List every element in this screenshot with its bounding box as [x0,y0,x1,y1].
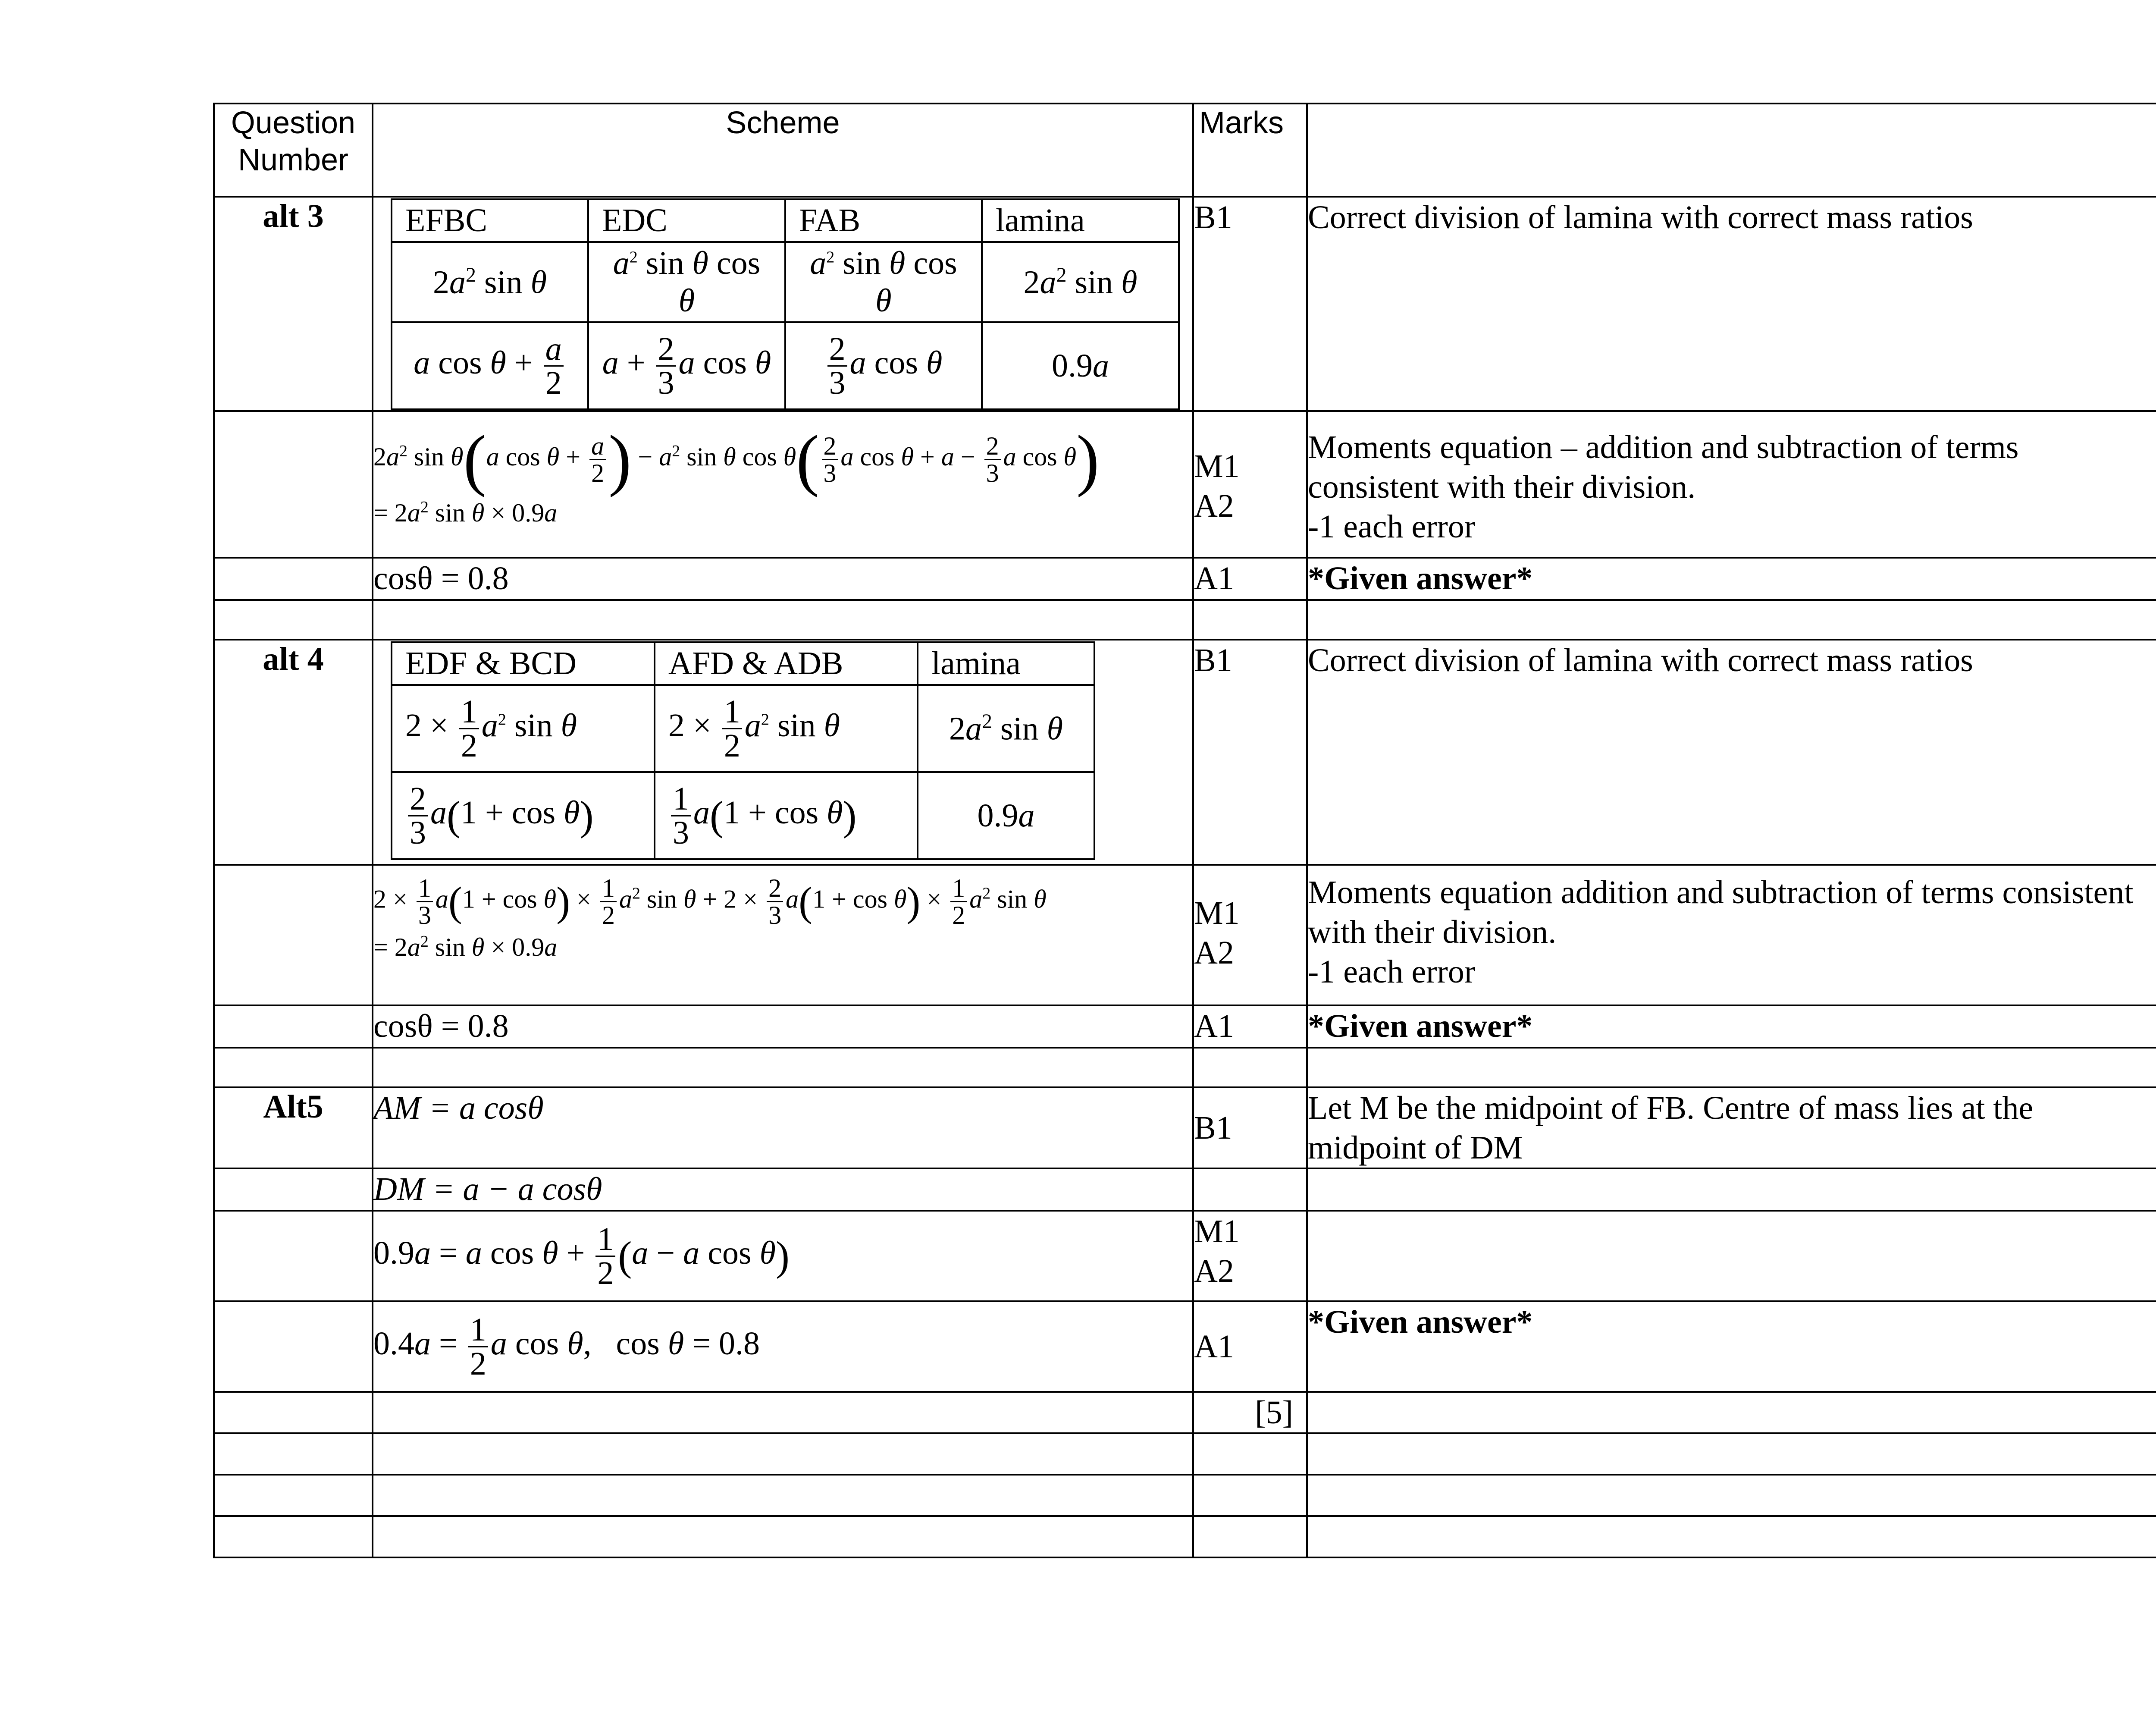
alt5-final-equation: 0.4a = $\frac{1}{2}$ a cos θ, cos θ = 0.8 [373,1301,1193,1392]
alt3-division-row [214,197,2156,411]
alt5-final-row [214,1301,2156,1392]
alt5-am-row [214,1087,2156,1168]
alt4-col-edf-bcd: EDF & BCD [392,642,655,685]
header-row [214,104,2156,197]
alt5-mark-m1: M1 [1194,1213,1240,1250]
alt4-division-row [214,640,2156,865]
mark-scheme-page [213,103,2156,1558]
alt3-col-efbc: EFBC [392,199,588,242]
alt4-col-lamina: lamina [918,642,1094,685]
alt4-mass-edf-bcd: 2 × $\frac{1}{2}$ $a^2$ sin θ [392,685,655,772]
alt3-label: alt 3 [214,197,373,411]
mark-scheme-table [213,103,2156,1558]
alt4-mark-a2: A2 [1194,935,1234,971]
alt5-am: AM = a cosθ [373,1087,1193,1168]
alt3-mass-edc: $a^2$ sin θ cos θ [588,242,785,322]
alt4-col-afd-adb: AFD & ADB [655,642,918,685]
alt3-mark-a2: A2 [1194,488,1234,524]
blank-row [214,1516,2156,1557]
alt3-mark-b1: B1 [1193,197,1307,411]
alt3-marks-m1a2 [1193,411,1307,558]
alt3-result-row [214,558,2156,600]
alt4-result: cosθ = 0.8 [373,1005,1193,1048]
alt5-mark-a2: A2 [1194,1253,1234,1289]
alt3-dist-efbc: a cos θ + $\frac{a}{2}$ [392,322,588,409]
alt5-note-b1: Let M be the midpoint of FB. Centre of mass lies at the midpoint of DM [1307,1087,2156,1168]
alt5-equation-row [214,1211,2156,1301]
marks-header: Marks [1193,104,1307,197]
alt4-mass-afd-adb: 2 × $\frac{1}{2}$ $a^2$ sin θ [655,685,918,772]
blank-row [214,1475,2156,1516]
alt4-mark-b1: B1 [1193,640,1307,865]
alt3-moments-row [214,411,2156,558]
alt4-label: alt 4 [214,640,373,865]
alt3-mass-fab: $a^2$ sin θ cos θ [785,242,982,322]
alt4-mark-a1: A1 [1193,1005,1307,1048]
alt3-mass-lamina: $2a^2$ sin θ [982,242,1179,322]
alt3-col-lamina: lamina [982,199,1179,242]
alt3-col-edc: EDC [588,199,785,242]
alt3-col-fab: FAB [785,199,982,242]
alt4-result-row [214,1005,2156,1048]
alt3-mark-m1: M1 [1194,448,1240,484]
blank-row [214,1433,2156,1475]
alt3-result: cosθ = 0.8 [373,558,1193,600]
alt3-note-b1: Correct division of lamina with correct mass ratios [1307,197,2156,411]
question-number-header: Question Number [214,104,373,197]
alt4-note-b1: Correct division of lamina with correct mass ratios [1307,640,2156,865]
alt3-note-given: *Given answer* [1307,558,2156,600]
alt5-dm-row [214,1168,2156,1211]
alt3-division-cell [373,197,1193,411]
total-row [214,1392,2156,1433]
scheme-header: Scheme [373,104,1193,197]
alt3-note-moments: Moments equation – addition and subtraction of terms consistent with their division. -1 each error [1307,411,2156,558]
alt4-moments-row [214,865,2156,1005]
alt4-mark-m1: M1 [1194,895,1240,931]
alt4-dist-edf-bcd: $\frac{2}{3}$ a(1 + cos θ) [392,772,655,859]
alt3-mark-a1: A1 [1193,558,1307,600]
alt5-equation: 0.9a = a cos θ + $\frac{1}{2}$ (a − a cos θ) [373,1211,1193,1301]
alt4-mass-lamina: $2a^2$ sin θ [918,685,1094,772]
alt3-dist-lamina: 0.9a [982,322,1179,409]
alt4-note-moments: Moments equation addition and subtraction of terms consistent with their division. -1 each error [1307,865,2156,1005]
alt5-note-given: *Given answer* [1307,1301,2156,1392]
total-marks: [5] [1193,1392,1307,1433]
spacer-row [214,1048,2156,1087]
alt3-moments-equation: $2a^2$ sin θ(a cos θ + $\frac{a}{2}$ ) − $a^2$ sin θ cos θ( $\frac{2}{3}$ a cos θ + a − $\frac{2}{3}$ a cos θ) = $2a^2$ sin θ × 0.9a [373,411,1193,558]
alt4-dist-lamina: 0.9a [918,772,1094,859]
alt4-dist-afd-adb: $\frac{1}{3}$ a(1 + cos θ) [655,772,918,859]
alt5-mark-a1: A1 [1193,1301,1307,1392]
alt5-marks-m1a2 [1193,1211,1307,1301]
alt4-note-given: *Given answer* [1307,1005,2156,1048]
alt3-division-table [391,198,1180,410]
notes-header [1307,104,2156,197]
spacer-row [214,600,2156,640]
alt4-moments-equation: 2 × $\frac{1}{3}$ a(1 + cos θ) × $\frac{1}{2}$ $a^2$ sin θ + 2 × $\frac{2}{3}$ a(1 + cos θ) × $\frac{1}{2}$ $a^2$ sin θ = $2a^2$ sin θ × 0.9a [373,865,1193,1005]
alt5-mark-b1: B1 [1193,1087,1307,1168]
alt3-dist-edc: a + $\frac{2}{3}$ a cos θ [588,322,785,409]
alt5-dm: DM = a − a cosθ [373,1168,1193,1211]
alt4-marks-m1a2 [1193,865,1307,1005]
alt3-dist-fab: $\frac{2}{3}$ a cos θ [785,322,982,409]
alt4-division-cell [373,640,1193,865]
alt3-mass-efbc: $2a^2$ sin θ [392,242,588,322]
alt4-division-table [391,641,1095,860]
alt5-label: Alt5 [214,1087,373,1168]
